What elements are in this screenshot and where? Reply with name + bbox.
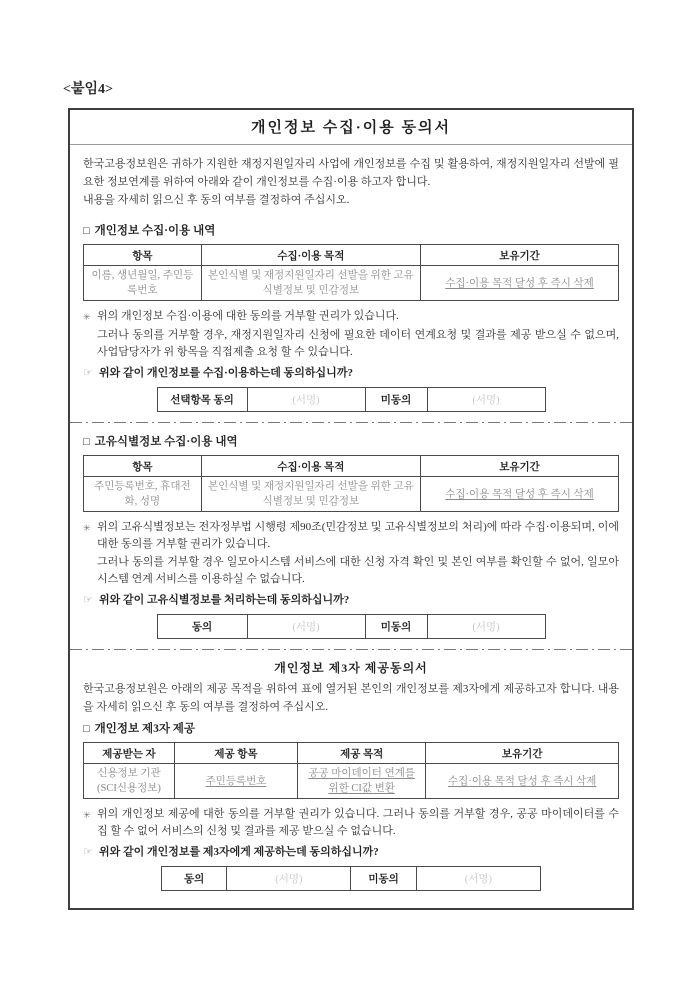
checkbox-icon: □ (83, 436, 90, 448)
agree-label: 동의 (157, 615, 247, 639)
checkbox-icon: □ (83, 225, 90, 237)
section1-heading-text: 개인정보 수집·이용 내역 (94, 225, 216, 237)
note-text: 위의 개인정보 수집·이용에 대한 동의를 거부할 권리가 있습니다. (97, 310, 399, 322)
cell-items: 이름, 생년월일, 주민등록번호 (84, 266, 202, 301)
note-text: 위의 고유식별정보는 전자정부법 시행령 제90조(민감정보 및 고유식별정보의 처리)에 따라 수집·이용되며, 이에 대한 동의를 거부할 권리가 있습니다. (97, 521, 619, 550)
cell-purpose: 본인식별 및 재정지원일자리 선발을 위한 고유식별정보 및 민감정보 (201, 266, 420, 301)
disagree-label: 미동의 (365, 615, 427, 639)
cell-retention (421, 477, 619, 512)
section2-question (83, 592, 619, 608)
cell-items (174, 764, 297, 799)
table-header-row (84, 743, 619, 764)
section-collection-use (83, 222, 619, 412)
items-text: 주민등록번호 (205, 775, 267, 787)
section3-heading-text: 개인정보 제3자 제공 (94, 723, 196, 735)
section1-note-2: 그러나 동의를 거부할 경우, 재정지원일자리 신청에 필요한 데이터 연계요청 및 결과를 제공 받으실 수 없으며, 사업담당자가 위 항목을 직접제출 요청 할 수 있습니다. (97, 329, 619, 358)
agree-label: 동의 (162, 867, 227, 891)
agree-signature-field[interactable]: (서명) (227, 867, 351, 891)
intro-paragraph-2: 내용을 자세히 읽으신 후 동의 여부를 결정하여 주십시오. (83, 194, 350, 206)
signature-row (162, 867, 541, 891)
cell-purpose (297, 764, 425, 799)
section1-note-1 (83, 308, 619, 326)
question-text: 위와 같이 개인정보를 제3자에게 제공하는데 동의하십니까? (99, 846, 379, 858)
document-title: 개인정보 수집·이용 동의서 (251, 120, 451, 136)
section2-note-2: 그러나 동의를 거부할 경우 일모아시스템 서비스에 대한 신청 자격 확인 및 본인 여부를 확인할 수 없어, 일모아시스템 연계 서비스를 이용하실 수 없습니다. (97, 556, 619, 585)
agree-signature-field[interactable]: (서명) (247, 388, 365, 412)
column-header-purpose: 수집·이용 목적 (201, 245, 420, 266)
question-text: 위와 같이 고유식별정보를 처리하는데 동의하십니까? (99, 594, 350, 606)
pointer-icon: ☞ (83, 367, 93, 379)
table-header-row (84, 245, 619, 266)
section3-note (83, 806, 619, 840)
intro-paragraphs (83, 155, 619, 209)
retention-text: 수집·이용 목적 달성 후 즉시 삭제 (447, 775, 597, 787)
column-header-item: 항목 (84, 245, 202, 266)
attachment-label: <붙임4> (63, 82, 114, 97)
table-row (84, 266, 619, 301)
cell-items: 주민등록번호, 휴대전화, 성명 (84, 477, 202, 512)
document-body (70, 145, 632, 908)
table-header-row (84, 456, 619, 477)
purpose-text: 공공 마이데이터 연계를 위한 CI값 변환 (308, 768, 416, 794)
note-text: 위의 개인정보 제공에 대한 동의를 거부할 권리가 있습니다. 그러나 동의를 거부할 경우, 공공 마이데이터를 수집 할 수 없어 서비스의 신청 및 결과를 제공 받으실 수 없습니다. (97, 808, 619, 837)
pointer-icon: ☞ (83, 594, 93, 606)
section1-heading (83, 222, 619, 238)
signature-row (157, 615, 545, 639)
column-header-items: 제공 항목 (174, 743, 297, 764)
asterisk-icon: ✳ (83, 523, 91, 533)
column-header-recipient: 제공받는 자 (84, 743, 175, 764)
third-party-consent-title: 개인정보 제3자 제공동의서 (274, 661, 428, 675)
disagree-signature-field[interactable]: (서명) (416, 867, 540, 891)
section3-signature-table (161, 866, 541, 891)
section1-signature-table (157, 387, 546, 412)
section2-signature-table (157, 614, 546, 639)
column-header-retention: 보유기간 (421, 245, 619, 266)
agree-label: 선택항목 동의 (157, 388, 247, 412)
section2-heading-text: 고유식별정보 수집·이용 내역 (94, 436, 238, 448)
section-unique-id-info (83, 433, 619, 639)
column-header-purpose: 수집·이용 목적 (201, 456, 420, 477)
section-third-party (83, 659, 619, 891)
third-party-intro: 한국고용정보원은 아래의 제공 목적을 위하여 표에 열거된 본인의 개인정보를 제3자에게 제공하고자 합니다. 내용을 자세히 읽으신 후 동의 여부를 결정하여 주십시오. (83, 683, 619, 713)
consent-form-document (68, 108, 634, 910)
dash-dot-divider (70, 422, 632, 423)
section2-table (83, 455, 619, 512)
table-row (84, 477, 619, 512)
checkbox-icon: □ (83, 723, 90, 735)
cell-recipient: 신용정보 기관(SCI신용정보) (84, 764, 175, 799)
agree-signature-field[interactable]: (서명) (247, 615, 365, 639)
section2-note-1 (83, 519, 619, 553)
disagree-signature-field[interactable]: (서명) (427, 388, 545, 412)
column-header-item: 항목 (84, 456, 202, 477)
section3-table (83, 742, 619, 799)
column-header-purpose: 제공 목적 (297, 743, 425, 764)
cell-retention (421, 266, 619, 301)
section3-heading (83, 720, 619, 736)
retention-text: 수집·이용 목적 달성 후 즉시 삭제 (445, 488, 594, 500)
column-header-retention: 보유기간 (421, 456, 619, 477)
table-row (84, 764, 619, 799)
signature-row (157, 388, 545, 412)
cell-retention (426, 764, 619, 799)
column-header-retention: 보유기간 (426, 743, 619, 764)
disagree-label: 미동의 (365, 388, 427, 412)
document-title-bar (70, 110, 632, 145)
pointer-icon: ☞ (83, 846, 93, 858)
section1-table (83, 244, 619, 301)
section2-heading (83, 433, 619, 449)
retention-text: 수집·이용 목적 달성 후 즉시 삭제 (445, 277, 594, 289)
dash-dot-divider (70, 649, 632, 650)
question-text: 위와 같이 개인정보를 수집·이용하는데 동의하십니까? (99, 367, 353, 379)
disagree-signature-field[interactable]: (서명) (427, 615, 545, 639)
cell-purpose: 본인식별 및 재정지원일자리 선발을 위한 고유식별정보 및 민감정보 (201, 477, 420, 512)
disagree-label: 미동의 (351, 867, 416, 891)
intro-paragraph-1: 한국고용정보원은 귀하가 지원한 재정지원일자리 사업에 개인정보를 수집 및 활용하여, 재정지원일자리 선발에 필요한 정보연계를 위하여 아래와 같이 개인정보를 수집·이용 하고자 합니다. (83, 158, 619, 188)
asterisk-icon: ✳ (83, 312, 91, 322)
asterisk-icon: ✳ (83, 810, 91, 820)
section3-question (83, 844, 619, 860)
section1-question (83, 365, 619, 381)
